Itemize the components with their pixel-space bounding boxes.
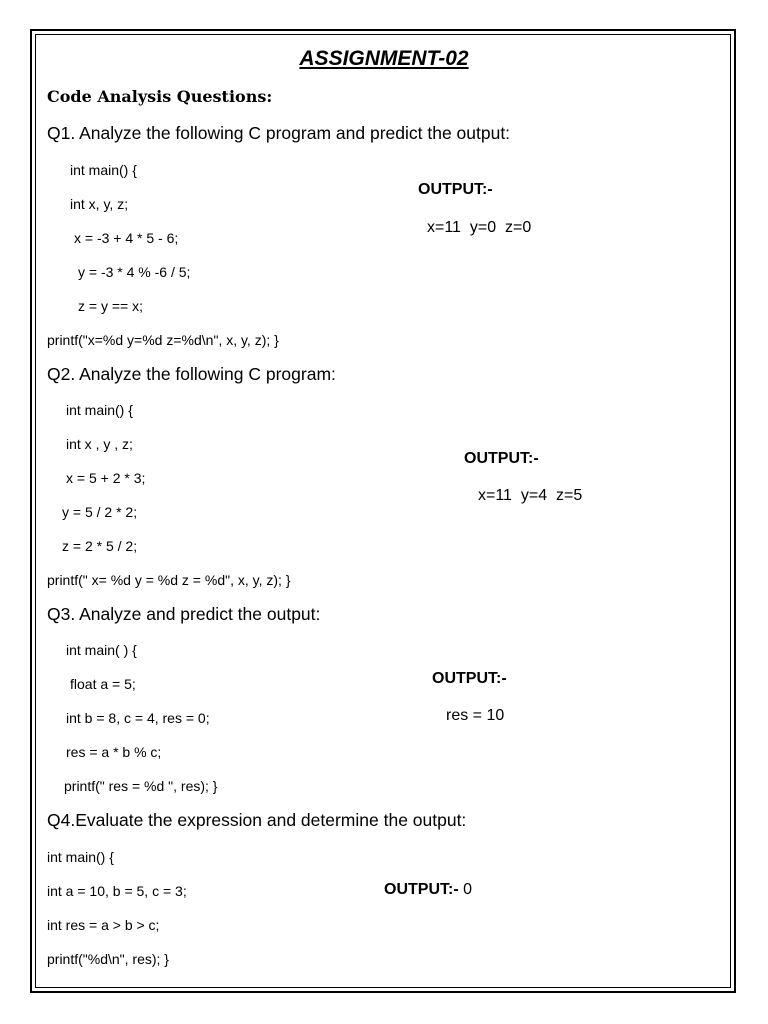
q2-code-line: z = 2 * 5 / 2; (62, 538, 138, 554)
q1-code-line: z = y == x; (78, 298, 143, 314)
q1-code-line: x = -3 + 4 * 5 - 6; (74, 230, 179, 246)
q4-output-line (384, 882, 472, 898)
q2-code-line: y = 5 / 2 * 2; (62, 504, 138, 520)
page-border-inner (35, 34, 731, 988)
question-2-heading: Q2. Analyze the following C program: (47, 364, 336, 384)
q3-code-line: printf(" res = %d ", res); } (64, 778, 218, 794)
q4-output-label: OUTPUT:- (384, 881, 459, 898)
q4-code-line: printf("%d\n", res); } (47, 951, 169, 967)
question-3-heading: Q3. Analyze and predict the output: (47, 604, 321, 624)
q2-code-line: x = 5 + 2 * 3; (66, 470, 146, 486)
q3-code-line: int main( ) { (66, 642, 137, 658)
q3-code-line: res = a * b % c; (66, 744, 162, 760)
q2-code-line: printf(" x= %d y = %d z = %d", x, y, z); } (47, 572, 291, 588)
question-1-heading: Q1. Analyze the following C program and predict the output: (47, 123, 511, 143)
q1-code-line: int x, y, z; (70, 196, 129, 212)
q3-code-line: float a = 5; (70, 676, 136, 692)
q2-code-line: int main() { (66, 402, 133, 418)
q4-code-line: int a = 10, b = 5, c = 3; (47, 883, 187, 899)
page-title: ASSIGNMENT-02 (299, 47, 469, 70)
q1-output-value: x=11 y=0 z=0 (427, 219, 532, 236)
q2-output-value: x=11 y=4 z=5 (478, 487, 583, 504)
q4-output-value: 0 (463, 881, 473, 898)
q2-output-label: OUTPUT:- (464, 450, 539, 467)
q1-code-line: printf("x=%d y=%d z=%d\n", x, y, z); } (47, 332, 279, 348)
q1-code-line: int main() { (70, 162, 137, 178)
q1-output-label: OUTPUT:- (418, 181, 493, 198)
q3-code-line: int b = 8, c = 4, res = 0; (66, 710, 210, 726)
q4-code-line: int res = a > b > c; (47, 917, 160, 933)
question-4-heading: Q4.Evaluate the expression and determine the output: (47, 810, 467, 830)
q3-output-label: OUTPUT:- (432, 670, 507, 687)
q3-output-value: res = 10 (446, 707, 505, 724)
section-heading: Code Analysis Questions: (47, 87, 273, 106)
q2-code-line: int x , y , z; (66, 436, 133, 452)
q1-code-line: y = -3 * 4 % -6 / 5; (78, 264, 191, 280)
q4-code-line: int main() { (47, 849, 114, 865)
